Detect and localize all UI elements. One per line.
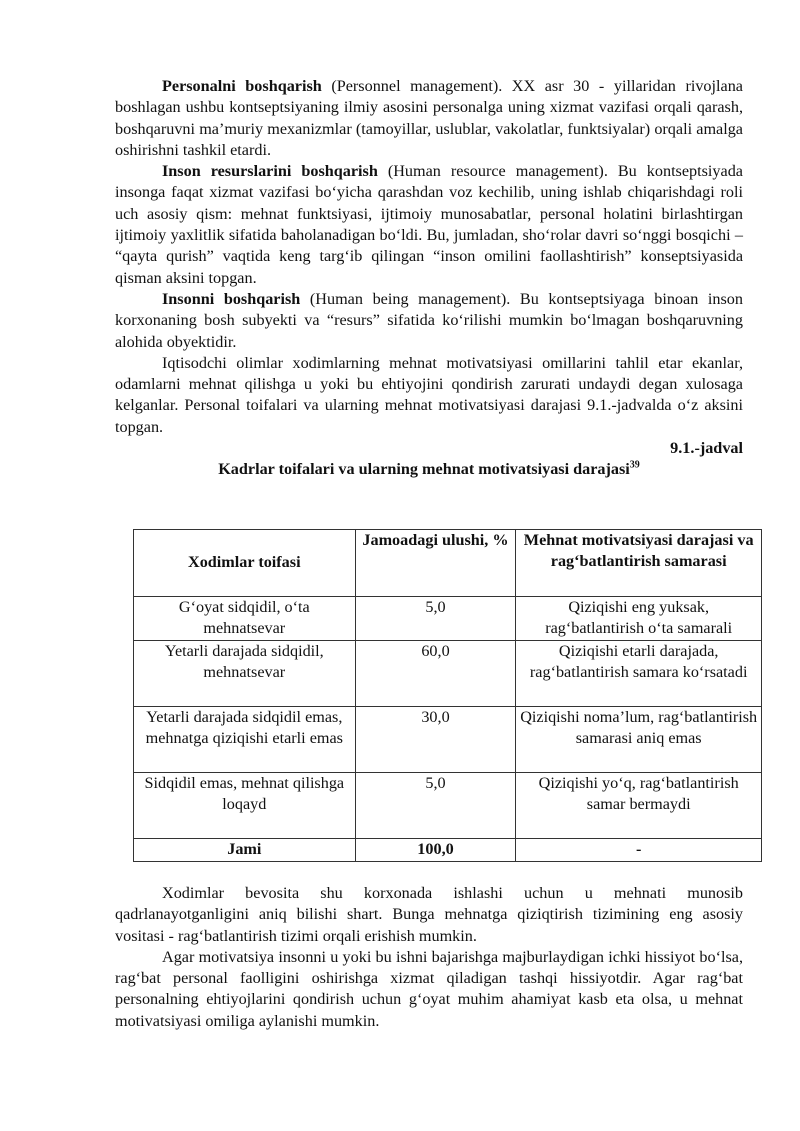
staff-motivation-table [133, 529, 762, 862]
cell-total-motivation: - [516, 838, 762, 861]
table-header-row [134, 530, 762, 597]
cell-category: Sidqidil emas, mehnat qilishga loqayd [134, 772, 356, 838]
header-share: Jamoadagi ulushi, % [355, 530, 516, 597]
cell-category: Yetarli darajada sidqidil emas, mehnatga qiziqishi etarli emas [134, 706, 356, 772]
paragraph-personnel-management [115, 76, 743, 161]
cell-motivation: Qiziqishi etarli darajada, rag‘batlantirish samara ko‘rsatadi [516, 640, 762, 706]
paragraph-human-resource-management [115, 161, 743, 289]
table-row [134, 772, 762, 838]
cell-total-share: 100,0 [355, 838, 516, 861]
cell-motivation: Qiziqishi noma’lum, rag‘batlantirish samarasi aniq emas [516, 706, 762, 772]
table-row [134, 640, 762, 706]
cell-share: 5,0 [355, 597, 516, 641]
paragraph-text: (Human resource management). Bu kontseptsiyada insonga faqat xizmat vazifasi bo‘yicha qarashdan voz kechilib, uning ishlab chiqarishdagi roli uch asosiy qism: mehnat funktsiyasi, ijtimoiy munosabatlar, personal holatini birlashtirgan ijtimoiy yaxlitlik sifatida baholanadigan bo‘ldi. Bu, jumladan, sho‘rolar davri so‘nggi bosqichi – “qayta qurish” vaqtida keng targ‘ib qilingan “inson omilini faollashtirish” konseptsiyasida qisman aksini topgan. [115, 162, 743, 287]
header-motivation-level: Mehnat motivatsiyasi darajasi va rag‘batlantirish samarasi [516, 530, 762, 597]
table-total-row [134, 838, 762, 861]
table-number: 9.1.-jadval [670, 439, 743, 458]
intro-text [115, 76, 743, 481]
cell-share: 5,0 [355, 772, 516, 838]
cell-category: Yetarli darajada sidqidil, mehnatsevar [134, 640, 356, 706]
cell-motivation: Qiziqishi eng yuksak, rag‘batlantirish o‘ta samarali [516, 597, 762, 641]
footnote-ref: 39 [629, 459, 640, 471]
paragraph-text: Iqtisodchi olimlar xodimlarning mehnat motivatsiyasi omillarini tahlil etar ekanlar, odamlarni mehnat qilishga u yoki bu ehtiyojini qondirish zarurati undaydi degan xulosaga kelganlar. Personal toifalari va ularning mehnat motivatsiyasi darajasi 9.1.-jadvalda o‘z aksini topgan. [115, 353, 743, 436]
paragraph-economists [115, 353, 743, 438]
cell-total-label: Jami [134, 838, 356, 861]
paragraph-employees: Xodimlar bevosita shu korxonada ishlashi uchun u mehnati munosib qadrlanayotganligini aniq bilishi shart. Bunga mehnatga qiziqtirish tizimining eng asosiy vositasi - rag‘batlantirish tizimi orqali erishish mumkin. [115, 884, 743, 945]
cell-share: 60,0 [355, 640, 516, 706]
table-row [134, 597, 762, 641]
cell-motivation: Qiziqishi yo‘q, rag‘batlantirish samar bermaydi [516, 772, 762, 838]
header-staff-category: Xodimlar toifasi [134, 530, 356, 597]
paragraph-motivation: Agar motivatsiya insonni u yoki bu ishni bajarishga majburlaydigan ichki hissiyot bo‘lsa, rag‘bat personal faolligini oshirishga xizmat qiladigan tashqi hissiyotdir. Agar rag‘bat personalning ehtiyojlarini qondirish uchun g‘oyat muhim ahamiyat kasb eta olsa, u mehnat motivatsiyasi omiliga aylanishi mumkin. [115, 947, 743, 1030]
term-bold: Personalni boshqarish [162, 77, 322, 95]
table-title-text: Kadrlar toifalari va ularning mehnat motivatsiyasi darajasi [218, 460, 630, 479]
paragraph-human-being-management [115, 289, 743, 353]
paragraph-text: (Human being management). Bu kontseptsiyaga binoan inson korxonaning bosh subyekti va “resurs” sifatida ko‘rilishi mumkin bo‘lmagan boshqaruvning alohida obyektidir. [115, 289, 743, 351]
term-bold: Insonni boshqarish [162, 289, 301, 308]
term-bold: Inson resurslarini boshqarish [162, 162, 378, 181]
table-row [134, 706, 762, 772]
cell-category: G‘oyat sidqidil, o‘ta mehnatsevar [134, 597, 356, 641]
paragraph-text: (Personnel management). XX asr 30 - yillaridan rivojlana boshlagan ushbu kontseptsiyaning ilmiy asosini personalga uning xizmat vazifasi orqali qarash, boshqaruvni ma’muriy mexanizmlar (tamoyillar, uslublar, vakolatlar, funktsiyalar) orqali amalga oshirishni tashkil etardi. [115, 77, 743, 159]
cell-share: 30,0 [355, 706, 516, 772]
closing-text [115, 883, 743, 1032]
table-title [115, 459, 743, 480]
